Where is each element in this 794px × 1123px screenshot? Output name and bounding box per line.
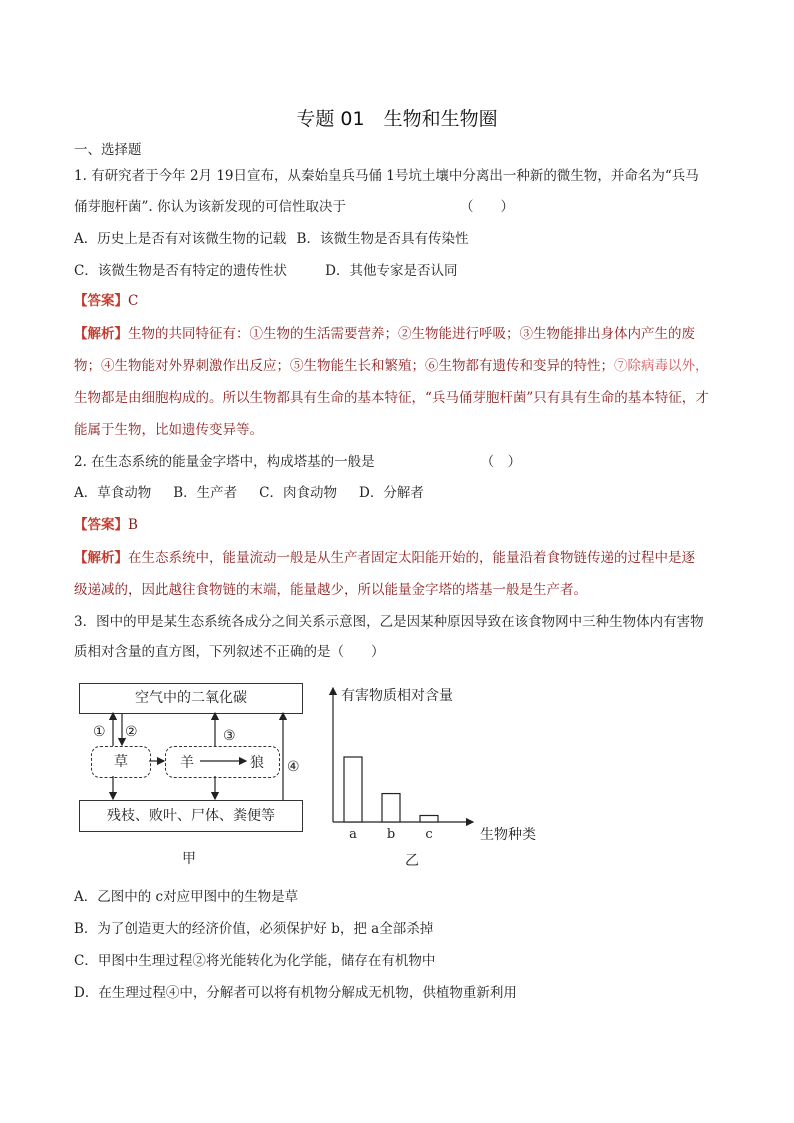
tick-label-c: c — [425, 827, 433, 842]
analysis-text: 生物的共同特征有：①生物的生活需要营养；②生物能进行呼吸；③生物能排出身体内产生的废 — [128, 326, 695, 342]
answer-tag: 【答案】 — [74, 517, 128, 533]
diagram-jia-caption: 甲 — [182, 851, 196, 867]
chart-xlabel: 生物种类 — [480, 827, 536, 843]
answer-tag: 【答案】 — [74, 293, 128, 309]
grass-box: 草 — [91, 746, 151, 778]
co2-box: 空气中的二氧化碳 — [79, 683, 303, 714]
chart-caption: 乙 — [405, 853, 419, 869]
process-2-label: ② — [125, 724, 138, 740]
q1-analysis-line4: 能属于生物，比如遗传变异等。 — [74, 422, 263, 438]
q3-option-b: B．为了创造更大的经济价值，必须保护好 b，把 a全部杀掉 — [74, 921, 434, 937]
analysis-highlight: ⑦除病毒以外， — [614, 358, 709, 374]
bar-b — [382, 794, 400, 822]
wolf-label: 狼 — [250, 755, 264, 771]
process-3-label: ③ — [223, 728, 236, 744]
q1-stem-line1: 1. 有研究者于今年 2月 19日宣布，从秦始皇兵马俑 1号坑土壤中分离出一种新的微生物，并命名为“兵马 — [74, 168, 699, 184]
process-4-label: ④ — [287, 759, 300, 775]
chart-ylabel: 有害物质相对含量 — [341, 688, 453, 704]
sheep-label: 羊 — [180, 755, 194, 771]
analysis-tag: 【解析】 — [74, 550, 128, 566]
process-1-label: ① — [93, 724, 106, 740]
q1-option-b: B．该微生物是否具有传染性 — [296, 231, 469, 247]
q2-option-b: B．生产者 — [173, 485, 238, 501]
answer-value: C — [128, 293, 139, 309]
q2-analysis-line2: 级递减的，因此越往食物链的末端，能量越少，所以能量金字塔的塔基一般是生产者。 — [74, 582, 587, 598]
q1-stem-text: 俑芽胞杆菌”. 你认为该新发现的可信性取决于 — [74, 199, 346, 215]
q3-option-d: D．在生理过程④中，分解者可以将有机物分解成无机物，供植物重新利用 — [74, 985, 517, 1001]
q1-option-a: A．历史上是否有对该微生物的记载 — [74, 231, 287, 247]
q2-option-d: D．分解者 — [359, 485, 424, 501]
section-heading: 一、选择题 — [74, 142, 142, 158]
analysis-tag: 【解析】 — [74, 326, 128, 342]
q2-answer-bracket: （ ） — [480, 454, 522, 470]
q3-stem-line2: 质相对含量的直方图，下列叙述不正确的是（ ） — [74, 644, 385, 660]
q2-option-a: A．草食动物 — [74, 485, 152, 501]
answer-value: B — [128, 517, 138, 533]
tick-label-a: a — [349, 827, 357, 842]
tick-label-b: b — [386, 827, 396, 842]
analysis-text: 在生态系统中，能量流动一般是从生产者固定太阳能开始的，能量沿着食物链传递的过程中是逐 — [128, 550, 695, 566]
q1-analysis-line3: 生物都是由细胞构成的。所以生物都具有生命的基本特征，“兵马俑芽胞杆菌”只有具有生命的基本特征，才 — [74, 390, 709, 406]
detritus-box: 残枝、败叶、尸体、粪便等 — [79, 800, 303, 832]
bar-a — [344, 757, 362, 822]
q1-answer-bracket: （ ） — [459, 199, 514, 215]
page-title: 专题 01 生物和生物圈 — [296, 108, 498, 130]
q3-option-c: C．甲图中生理过程②将光能转化为化学能，储存在有机物中 — [74, 953, 436, 969]
q1-option-d: D．其他专家是否认同 — [325, 263, 458, 279]
q2-option-c: C．肉食动物 — [259, 485, 338, 501]
bar-c — [420, 816, 438, 823]
q1-option-c: C．该微生物是否有特定的遗传性状 — [74, 263, 287, 279]
q3-stem-line1: 3．图中的甲是某生态系统各成分之间关系示意图，乙是因某种原因导致在该食物网中三种生物体内有害物 — [74, 614, 704, 630]
q3-option-a: A．乙图中的 c对应甲图中的生物是草 — [74, 889, 299, 905]
q2-stem-text: 2. 在生态系统的能量金字塔中，构成塔基的一般是 — [74, 454, 375, 470]
analysis-text: 物；④生物能对外界刺激作出反应；⑤生物能生长和繁殖；⑥生物都有遗传和变异的特性； — [74, 358, 614, 374]
